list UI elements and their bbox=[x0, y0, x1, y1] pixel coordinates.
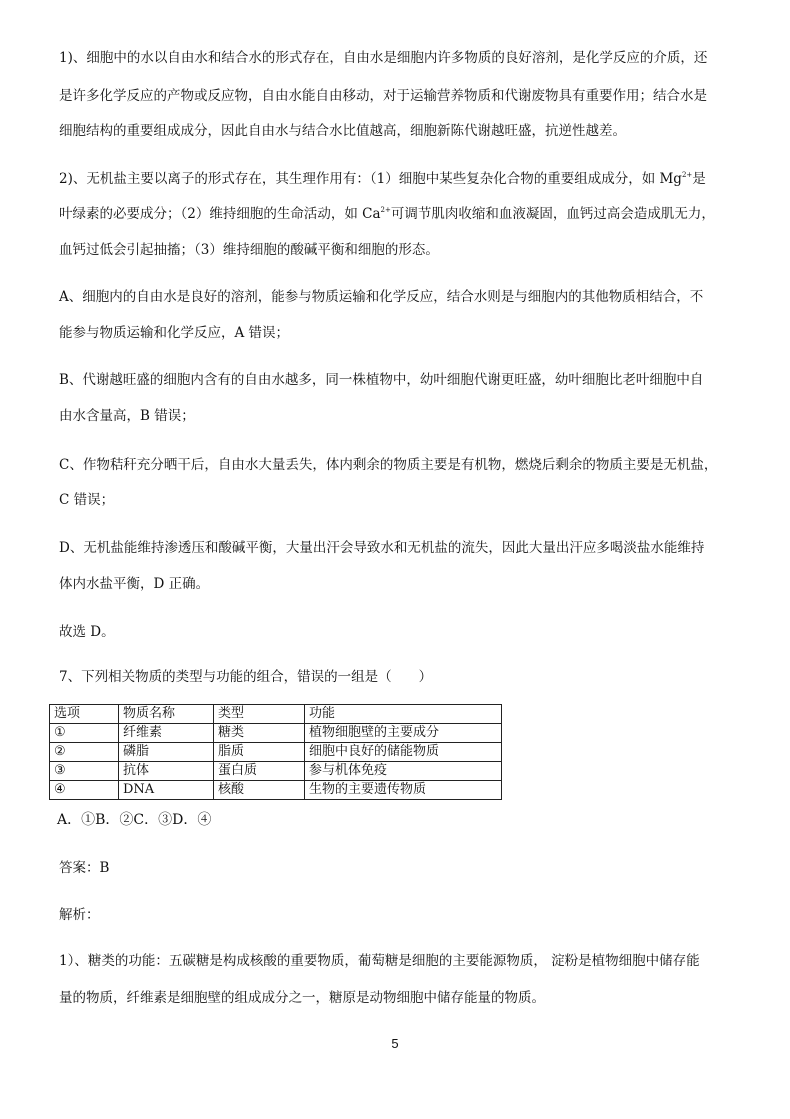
table-cell: 生物的主要遗传物质 bbox=[305, 781, 502, 800]
table-cell: ① bbox=[50, 724, 119, 743]
option-d-line1: D、无机盐能维持渗透压和酸碱平衡，大量出汗会导致水和无机盐的流失，因此大量出汗应多喝淡盐水能维持 bbox=[59, 540, 705, 556]
option-c-line2: C 错误； bbox=[59, 492, 115, 508]
table-cell: 磷脂 bbox=[119, 743, 214, 762]
para1-line3: 细胞结构的重要组成成分，因此自由水与结合水比值越高，细胞新陈代谢越旺盛，抗逆性越差。 bbox=[59, 123, 626, 139]
table-cell: ② bbox=[50, 743, 119, 762]
table-cell: 抗体 bbox=[119, 762, 214, 781]
table-row bbox=[50, 724, 502, 743]
para2-line2-text: 叶绿素的必要成分；（2）维持细胞的生命活动，如 Ca bbox=[59, 206, 381, 222]
para2-line2 bbox=[59, 204, 715, 224]
table-cell: 脂质 bbox=[214, 743, 305, 762]
para2-line3: 血钙过低会引起抽搐；（3）维持细胞的酸碱平衡和细胞的形态。 bbox=[59, 242, 439, 258]
table-cell: 植物细胞壁的主要成分 bbox=[305, 724, 502, 743]
table-row bbox=[50, 781, 502, 800]
analysis-line2: 量的物质，纤维素是细胞壁的组成成分之一，糖原是动物细胞中储存能量的物质。 bbox=[59, 990, 545, 1006]
table-row bbox=[50, 762, 502, 781]
analysis-line1: 1）、糖类的功能：五碳糖是构成核酸的重要物质，葡萄糖是细胞的主要能源物质， 淀粉是植物细胞中储存能 bbox=[59, 953, 700, 969]
para2-line2-end: 可调节肌肉收缩和血液凝固，血钙过高会造成肌无力， bbox=[390, 206, 715, 222]
ca-charge: 2+ bbox=[380, 206, 391, 214]
para2-line1 bbox=[59, 169, 706, 189]
conclusion: 故选 D。 bbox=[59, 624, 115, 640]
para1-line2: 是许多化学反应的产物或反应物，自由水能自由移动，对于运输营养物质和代谢废物具有重要作用；结合水是 bbox=[59, 88, 707, 104]
question-stem: 7、下列相关物质的类型与功能的组合，错误的一组是（ ） bbox=[59, 669, 433, 685]
table-header-cell: 物质名称 bbox=[119, 705, 214, 724]
page-number: 5 bbox=[391, 1036, 399, 1051]
answer-choices: A．①B．②C．③D．④ bbox=[57, 812, 212, 828]
option-d-line2: 体内水盐平衡，D 正确。 bbox=[59, 576, 210, 592]
option-b-line1: B、代谢越旺盛的细胞内含有的自由水越多，同一株植物中，幼叶细胞代谢更旺盛，幼叶细胞比老叶细胞中自 bbox=[59, 372, 704, 388]
para2-line1-text: 2)、无机盐主要以离子的形式存在，其生理作用有：（1）细胞中某些复杂化合物的重要组成成分，如 Mg bbox=[59, 171, 682, 187]
option-a-line2: 能参与物质运输和化学反应，A 错误； bbox=[59, 325, 290, 341]
option-c-line1: C、作物秸秆充分晒干后，自由水大量丢失，体内剩余的物质主要是有机物，燃烧后剩余的物质主要是无机盐， bbox=[59, 457, 718, 473]
analysis-label: 解析： bbox=[59, 907, 100, 923]
para2-line1-end: 是 bbox=[692, 171, 706, 187]
table-row bbox=[50, 743, 502, 762]
table-cell: 糖类 bbox=[214, 724, 305, 743]
table-cell: 参与机体免疫 bbox=[305, 762, 502, 781]
table-cell: ④ bbox=[50, 781, 119, 800]
table-header-cell: 功能 bbox=[305, 705, 502, 724]
table-cell: 核酸 bbox=[214, 781, 305, 800]
option-a-line1: A、细胞内的自由水是良好的溶剂，能参与物质运输和化学反应，结合水则是与细胞内的其他物质相结合，不 bbox=[59, 289, 704, 305]
table-header-cell: 选项 bbox=[50, 705, 119, 724]
table-cell: 纤维素 bbox=[119, 724, 214, 743]
mg-charge: 2+ bbox=[681, 171, 693, 179]
table-cell: 细胞中良好的储能物质 bbox=[305, 743, 502, 762]
table-header-row bbox=[50, 705, 502, 724]
question-table bbox=[49, 704, 502, 800]
table-cell: DNA bbox=[119, 781, 214, 800]
table-cell: 蛋白质 bbox=[214, 762, 305, 781]
para1-line1: 1)、细胞中的水以自由水和结合水的形式存在，自由水是细胞内许多物质的良好溶剂，是化学反应的介质，还 bbox=[59, 50, 708, 66]
option-b-line2: 由水含量高，B 错误； bbox=[59, 408, 195, 424]
table-header-cell: 类型 bbox=[214, 705, 305, 724]
answer: 答案：B bbox=[59, 860, 110, 876]
table-cell: ③ bbox=[50, 762, 119, 781]
